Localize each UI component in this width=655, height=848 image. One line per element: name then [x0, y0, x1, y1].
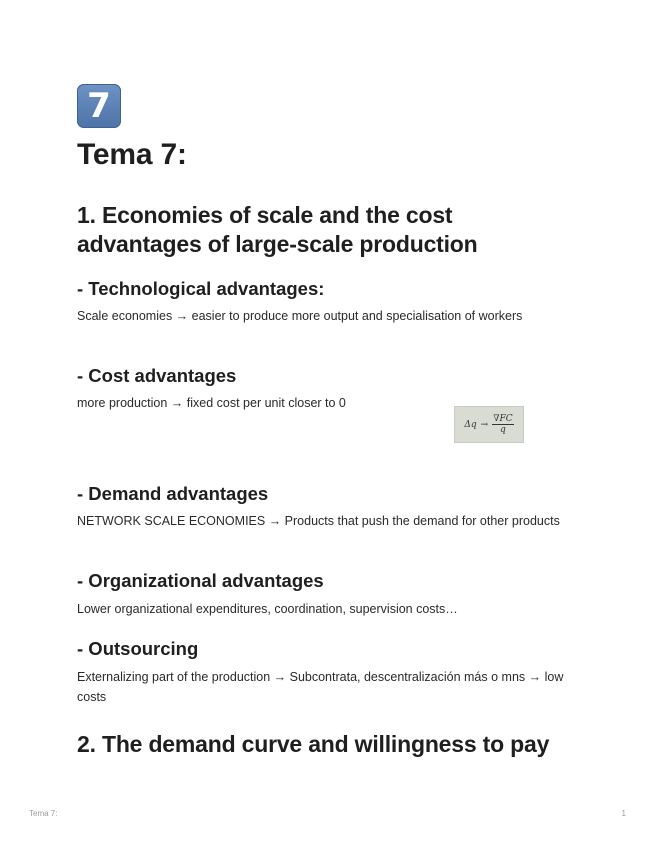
subheading-demand: - Demand advantages — [77, 483, 269, 504]
paragraph-cost: more production → fixed cost per unit closer to 0 — [77, 396, 346, 410]
page-number: 1 — [621, 809, 626, 818]
formula-arrow: → — [480, 419, 489, 430]
keycap-seven-icon: 7 — [77, 84, 121, 128]
formula-denominator: q — [500, 425, 506, 435]
subheading-outsourcing: - Outsourcing — [77, 638, 199, 659]
formula-fraction — [492, 414, 513, 435]
section-heading-2: 2. The demand curve and willingness to pay — [77, 731, 550, 757]
footer-title: Tema 7: — [29, 809, 58, 818]
page-title: Tema 7: — [77, 138, 187, 171]
subheading-organizational: - Organizational advantages — [77, 570, 324, 591]
paragraph-organizational: Lower organizational expenditures, coordination, supervision costs… — [77, 602, 458, 616]
subheading-cost: - Cost advantages — [77, 365, 237, 386]
paragraph-technological: Scale economies → easier to produce more output and specialisation of workers — [77, 309, 523, 323]
subheading-technological: - Technological advantages: — [77, 278, 325, 299]
document-page — [77, 84, 582, 757]
paragraph-outsourcing: Externalizing part of the production → Subcontrata, descentralización más o mns → low costs — [77, 670, 564, 704]
paragraph-demand: NETWORK SCALE ECONOMIES → Products that push the demand for other products — [77, 514, 560, 528]
section-heading-1: 1. Economies of scale and the cost advantages of large-scale production — [77, 202, 478, 257]
formula-image — [454, 406, 524, 443]
formula-lhs: Δq — [464, 419, 477, 430]
formula-numerator: ∇FC — [493, 414, 513, 424]
